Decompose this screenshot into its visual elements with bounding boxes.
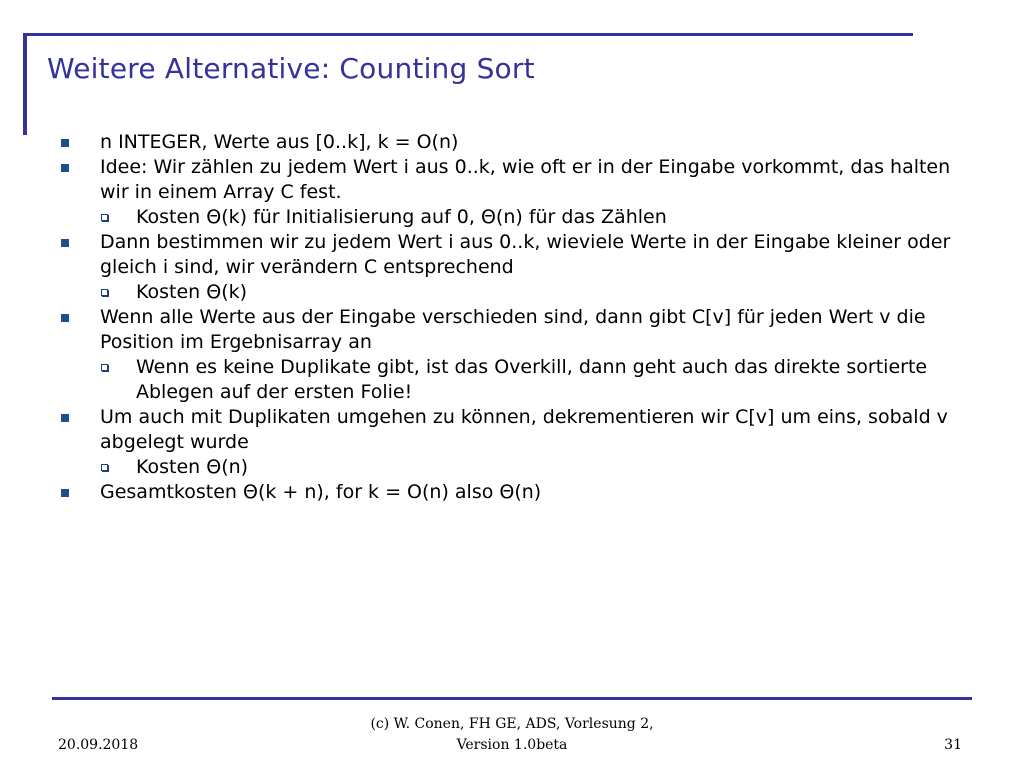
filled-square-icon bbox=[61, 139, 69, 147]
sub-bullet-item bbox=[54, 205, 984, 230]
bullet-text: Gesamtkosten Θ(k + n), for k = O(n) also Θ(n) bbox=[100, 481, 542, 503]
frame-accent-horizontal bbox=[23, 33, 913, 36]
hollow-square-icon bbox=[101, 289, 108, 296]
hollow-square-icon bbox=[101, 214, 108, 221]
sub-bullet-text: Kosten Θ(k) für Initialisierung auf 0, Θ(n) für das Zählen bbox=[136, 206, 667, 228]
filled-square-icon bbox=[61, 314, 69, 322]
page-number: 31 bbox=[944, 737, 962, 753]
footer-credits-line2: Version 1.0beta bbox=[456, 737, 568, 753]
bullet-text: n INTEGER, Werte aus [0..k], k = O(n) bbox=[100, 131, 459, 153]
hollow-square-icon bbox=[101, 364, 108, 371]
filled-square-icon bbox=[61, 239, 69, 247]
sub-bullet-item bbox=[54, 280, 984, 305]
bullet-item bbox=[54, 230, 984, 280]
footer-divider bbox=[52, 697, 972, 700]
footer-credits-line1: (c) W. Conen, FH GE, ADS, Vorlesung 2, bbox=[370, 716, 654, 732]
sub-bullet-item bbox=[54, 355, 984, 405]
sub-bullet-text: Wenn es keine Duplikate gibt, ist das Overkill, dann geht auch das direkte sortierte Ablegen auf der ersten Folie! bbox=[136, 356, 928, 403]
sub-bullet-item bbox=[54, 455, 984, 480]
sub-bullet-text: Kosten Θ(n) bbox=[136, 456, 249, 478]
filled-square-icon bbox=[61, 164, 69, 172]
bullet-item bbox=[54, 305, 984, 355]
bullet-item bbox=[54, 130, 984, 155]
bullet-text: Um auch mit Duplikaten umgehen zu können, dekrementieren wir C[v] um eins, sobald v abgelegt wurde bbox=[100, 406, 948, 453]
footer-date: 20.09.2018 bbox=[58, 737, 139, 753]
bullet-item bbox=[54, 405, 984, 455]
filled-square-icon bbox=[61, 489, 69, 497]
frame-accent-vertical bbox=[23, 33, 27, 135]
bullet-text: Dann bestimmen wir zu jedem Wert i aus 0..k, wieviele Werte in der Eingabe kleiner oder gleich i sind, wir verändern C entsprechend bbox=[100, 231, 951, 278]
bullet-text: Idee: Wir zählen zu jedem Wert i aus 0..k, wie oft er in der Eingabe vorkommt, das halten wir in einem Array C fest. bbox=[100, 156, 951, 203]
slide-title: Weitere Alternative: Counting Sort bbox=[47, 52, 535, 85]
bullet-list bbox=[54, 130, 984, 505]
bullet-item bbox=[54, 155, 984, 205]
footer-credits bbox=[332, 714, 692, 756]
sub-bullet-text: Kosten Θ(k) bbox=[136, 281, 248, 303]
hollow-square-icon bbox=[101, 464, 108, 471]
filled-square-icon bbox=[61, 414, 69, 422]
bullet-item bbox=[54, 480, 984, 505]
bullet-text: Wenn alle Werte aus der Eingabe verschieden sind, dann gibt C[v] für jeden Wert v die Position im Ergebnisarray an bbox=[100, 306, 926, 353]
